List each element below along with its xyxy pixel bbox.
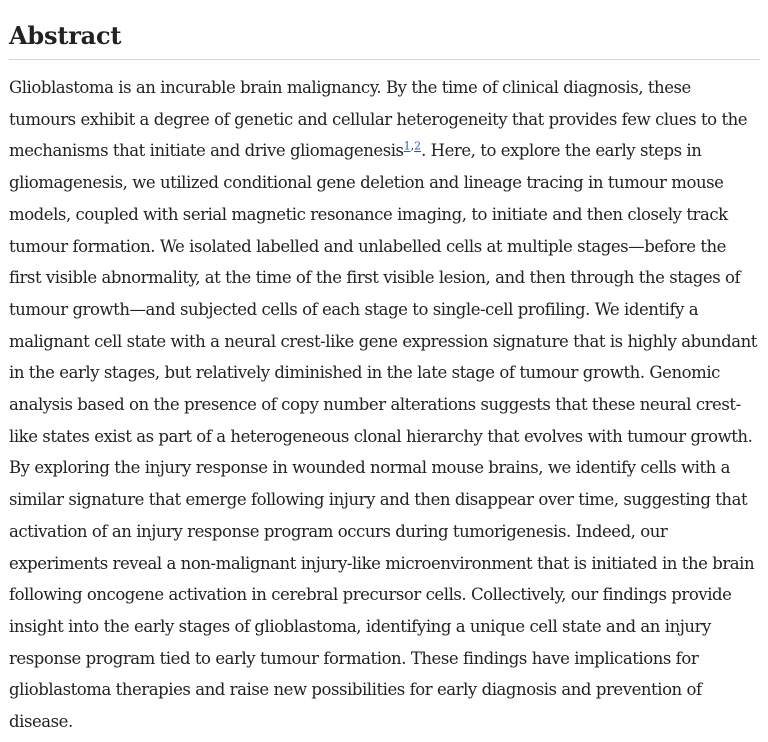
citation-link-2[interactable]: 2 <box>414 139 422 153</box>
citation-group <box>404 140 422 153</box>
abstract-text-part2: . Here, to explore the early steps in gliomagenesis, we utilized conditional gene deletion and lineage tracing in tumour mouse models, coupled with serial magnetic resonance imaging, to initiate and then closely track tumour formation. We isolated labelled and unlabelled cells at multiple stages—before the first visible abnormality, at the time of the first visible lesion, and then through the stages of tumour growth—and subjected cells of each stage to single-cell profiling. We identify a malignant cell state with a neural crest-like gene expression signature that is highly abundant in the early stages, but relatively diminished in the late stage of tumour growth. Genomic analysis based on the presence of copy number alterations suggests that these neural crest-like states exist as part of a heterogeneous clonal hierarchy that evolves with tumour growth. By exploring the injury response in wounded normal mouse brains, we identify cells with a similar signature that emerge following injury and then disappear over time, suggesting that activation of an injury response program occurs during tumorigenesis. Indeed, our experiments reveal a non-malignant injury-like microenvironment that is initiated in the brain following oncogene activation in cerebral precursor cells. Collectively, our findings provide insight into the early stages of glioblastoma, identifying a unique cell state and an injury response program tied to early tumour formation. These findings have implications for glioblastoma therapies and raise new possibilities for early diagnosis and prevention of disease. <box>9 141 757 732</box>
citation-link-1[interactable]: 1 <box>403 139 411 153</box>
citation-separator: , <box>410 139 415 153</box>
abstract-heading: Abstract <box>9 21 122 50</box>
abstract-paragraph <box>9 60 760 738</box>
abstract-section <box>9 0 760 738</box>
abstract-text-part1: Glioblastoma is an incurable brain malignancy. By the time of clinical diagnosis, these tumours exhibit a degree of genetic and cellular heterogeneity that provides few clues to the mechanisms that initiate and drive gliomagenesis <box>9 78 748 161</box>
